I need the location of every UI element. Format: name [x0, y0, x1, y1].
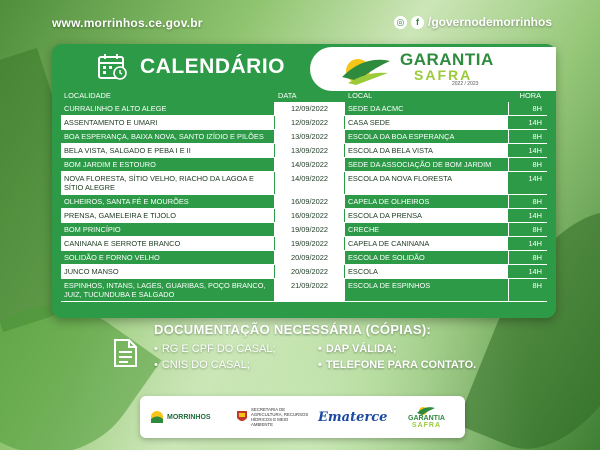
- cell-data: 21/09/2022: [275, 279, 345, 301]
- table-row: [61, 172, 547, 195]
- cell-hora: 14H: [509, 144, 547, 157]
- cell-localidade: JUNCO MANSO: [61, 265, 275, 278]
- cell-data: 20/09/2022: [275, 265, 345, 278]
- top-bar: [52, 14, 552, 34]
- cell-localidade: ASSENTAMENTO E UMARI: [61, 116, 275, 129]
- cell-hora: 14H: [509, 116, 547, 129]
- doc-item: • TELEFONE PARA CONTATO.: [318, 359, 518, 371]
- documentation-list: [154, 343, 518, 371]
- cell-local: ESCOLA DA NOVA FLORESTA: [345, 172, 509, 194]
- cell-hora: 8H: [532, 160, 542, 169]
- garantia-safra-small-logo: [408, 396, 445, 438]
- cell-hora: 8H: [532, 132, 542, 141]
- cell-data: 13/09/2022: [275, 130, 345, 143]
- doc-item: • CNIS DO CASAL;: [154, 359, 318, 371]
- cell-local: CAPELA DE CANINANA: [345, 237, 509, 250]
- cell-hora: 8H: [532, 281, 542, 290]
- cell-localidade: BOM PRINCÍPIO: [61, 223, 275, 236]
- logo-line2: SAFRA: [414, 67, 473, 83]
- garantia-safra-wordmark: [400, 51, 494, 87]
- cell-localidade: CURRALINHO E ALTO ALEGE: [61, 102, 275, 115]
- document-icon: [110, 338, 140, 368]
- cell-localidade: SOLIDÃO E FORNO VELHO: [61, 251, 275, 264]
- cell-data: 16/09/2022: [275, 209, 345, 222]
- morrinhos-name: MORRINHOS: [167, 413, 211, 421]
- table-row: [61, 265, 547, 279]
- cell-data: 14/09/2022: [275, 172, 345, 194]
- cell-local: ESCOLA DE ESPINHOS: [345, 279, 509, 301]
- site-url[interactable]: www.morrinhos.ce.gov.br: [52, 16, 203, 30]
- cell-data: 16/09/2022: [275, 195, 345, 208]
- cell-hora: 8H: [532, 197, 542, 206]
- cell-local: ESCOLA DA BOA ESPERANÇA: [345, 130, 509, 143]
- documentation-title: DOCUMENTAÇÃO NECESSÁRIA (CÓPIAS):: [154, 322, 432, 337]
- cell-localidade: OLHEIROS, SANTA FÉ E MOURÕES: [61, 195, 275, 208]
- cell-hora: 8H: [532, 104, 542, 113]
- table-row: [61, 102, 547, 116]
- col-local: LOCAL: [348, 91, 373, 100]
- cell-hora: 8H: [532, 253, 542, 262]
- cell-data: 19/09/2022: [275, 223, 345, 236]
- cell-localidade: PRENSA, GAMELEIRA E TIJOLO: [61, 209, 275, 222]
- table-row: [61, 195, 547, 209]
- cell-local: ESCOLA: [345, 265, 509, 278]
- cell-data: 13/09/2022: [275, 144, 345, 157]
- cell-local: SEDE DA ASSOCIAÇÃO DE BOM JARDIM: [345, 158, 509, 171]
- table-row: [61, 251, 547, 265]
- calendar-title: CALENDÁRIO: [140, 55, 285, 78]
- doc-item: • RG E CPF DO CASAL;: [154, 343, 318, 355]
- table-row: [61, 116, 547, 130]
- table-row: [61, 237, 547, 251]
- cell-localidade: NOVA FLORESTA, SÍTIO VELHO, RIACHO DA LAGOA E SÍTIO ALEGRE: [61, 172, 275, 194]
- cell-hora: 14H: [509, 265, 547, 278]
- cell-local: ESCOLA DA BELA VISTA: [345, 144, 509, 157]
- cell-local: CASA SEDE: [345, 116, 509, 129]
- social-links: [394, 15, 552, 29]
- cell-data: 20/09/2022: [275, 251, 345, 264]
- col-data: DATA: [278, 91, 297, 100]
- cell-hora: 14H: [509, 172, 547, 194]
- garantia-safra-logo: [310, 47, 556, 91]
- sun-leaf-logo-icon: [338, 51, 394, 87]
- cell-local: ESCOLA DE SOLIDÃO: [345, 251, 509, 264]
- doc-item: • DAP VÁLIDA;: [318, 343, 518, 355]
- ematerce-logo: [318, 396, 387, 438]
- sun-leaf-small-icon: [416, 405, 436, 415]
- cell-data: 19/09/2022: [275, 237, 345, 250]
- instagram-icon[interactable]: ◎: [394, 16, 407, 29]
- table-row: [61, 130, 547, 144]
- calendar-card: [52, 44, 556, 318]
- schedule-table: [61, 89, 547, 302]
- gs-line1: GARANTIA: [408, 415, 445, 422]
- ematerce-name: Ematerce: [318, 409, 388, 425]
- table-row: [61, 158, 547, 172]
- cell-data: 12/09/2022: [275, 102, 345, 115]
- cell-localidade: ESPINHOS, INTANS, LAGES, GUARIBAS, POÇO BRANCO, JUIZ, TUCUNDUBA E SALGADO: [61, 279, 275, 301]
- cell-local: CRECHE: [345, 223, 509, 236]
- table-row: [61, 144, 547, 158]
- partner-logos: [140, 396, 465, 438]
- cell-hora: 8H: [532, 225, 542, 234]
- col-localidade: LOCALIDADE: [64, 91, 111, 100]
- cell-local: ESCOLA DA PRENSA: [345, 209, 509, 222]
- cell-data: 14/09/2022: [275, 158, 345, 171]
- cell-localidade: CANINANA E SERROTE BRANCO: [61, 237, 275, 250]
- table-row: [61, 279, 547, 302]
- secretaria-crest-icon: [236, 410, 248, 424]
- cell-localidade: BELA VISTA, SALGADO E PEBA I E II: [61, 144, 275, 157]
- morrinhos-logo: [150, 396, 211, 438]
- morrinhos-crest-icon: [150, 410, 164, 424]
- logo-line1: GARANTIA: [400, 50, 494, 69]
- calendar-icon: [98, 54, 128, 80]
- table-body: [61, 102, 547, 302]
- table-row: [61, 209, 547, 223]
- cell-local: CAPELA DE OLHEIROS: [345, 195, 509, 208]
- table-row: [61, 223, 547, 237]
- col-hora: HORA: [519, 91, 541, 100]
- secretaria-logo: [236, 396, 309, 438]
- logo-years: 2022 / 2023: [452, 81, 479, 87]
- social-handle[interactable]: /governodemorrinhos: [427, 15, 552, 29]
- cell-localidade: BOM JARDIM E ESTOURO: [61, 158, 275, 171]
- cell-data: 12/09/2022: [275, 116, 345, 129]
- table-header: [61, 89, 547, 102]
- cell-hora: 14H: [509, 209, 547, 222]
- facebook-icon[interactable]: f: [411, 16, 424, 29]
- cell-hora: 14H: [509, 237, 547, 250]
- cell-local: SEDE DA ACMC: [345, 102, 509, 115]
- gs-line2: SAFRA: [411, 422, 442, 429]
- calendar-header: [98, 54, 285, 80]
- cell-localidade: BOA ESPERANÇA, BAIXA NOVA, SANTO IZÍDIO E PILÕES: [61, 130, 275, 143]
- secretaria-name: SECRETARIA DE AGRICULTURA, RECURSOS HÍDRICOS E MEIO AMBIENTE: [251, 407, 309, 427]
- documentation-section: [110, 322, 510, 371]
